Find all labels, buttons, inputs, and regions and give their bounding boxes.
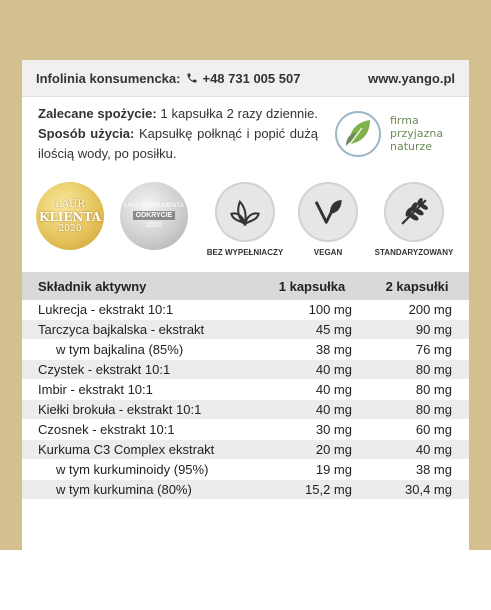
amount-one-capsule: 100 mg: [308, 302, 352, 317]
amount-two-capsules: 80 mg: [415, 382, 452, 397]
ingredient-name: Imbir - ekstrakt 10:1: [38, 382, 153, 397]
standardized-badge: [374, 182, 454, 257]
amount-two-capsules: 38 mg: [415, 462, 452, 477]
method-label: Sposób użycia:: [38, 126, 135, 141]
ingredient-name: Kurkuma C3 Complex ekstrakt: [38, 442, 215, 457]
frame-top: [0, 0, 491, 60]
table-row: [22, 380, 469, 400]
dose-label: Zalecane spożycie:: [38, 106, 157, 121]
table-header: [22, 272, 469, 300]
vegan-leaf-icon: [311, 195, 345, 229]
table-row: [22, 400, 469, 420]
amount-one-capsule: 20 mg: [315, 442, 352, 457]
vegan-label: VEGAN: [313, 248, 343, 257]
laur-konsumenta-line2: ODKRYCIE: [133, 211, 176, 220]
ingredient-name: w tym bajkalina (85%): [56, 342, 184, 357]
table-row: [22, 300, 469, 320]
amount-two-capsules: 40 mg: [415, 442, 452, 457]
laur-klienta-line2: KLIENTA: [38, 209, 102, 224]
eco-line-1: firma: [390, 114, 419, 127]
ingredient-name: Czystek - ekstrakt 10:1: [38, 362, 171, 377]
amount-one-capsule: 15,2 mg: [305, 482, 352, 497]
header-ingredient: Składnik aktywny: [38, 278, 147, 294]
badges-row: [22, 182, 469, 266]
table-row: [22, 480, 469, 500]
dose-text: 1 kapsułka 2 razy dziennie.: [160, 106, 319, 121]
table-row: [22, 440, 469, 460]
website-link[interactable]: www.yango.pl: [368, 70, 455, 86]
usage-instructions: [38, 104, 318, 164]
phone-number[interactable]: [186, 71, 300, 86]
eco-leaf-icon: [332, 108, 384, 160]
ingredient-name: w tym kurkumina (80%): [56, 482, 192, 497]
ingredient-name: w tym kurkuminoidy (95%): [56, 462, 209, 477]
no-fillers-badge: [206, 182, 284, 257]
frame-right: [469, 60, 491, 550]
eco-logo-text: [390, 114, 443, 153]
amount-one-capsule: 40 mg: [315, 402, 352, 417]
amount-two-capsules: 90 mg: [415, 322, 452, 337]
standardized-label: STANDARYZOWANY: [374, 248, 454, 257]
table-row: [22, 320, 469, 340]
amount-one-capsule: 45 mg: [315, 322, 352, 337]
phone-number-text: +48 731 005 507: [202, 70, 301, 86]
table-row: [22, 460, 469, 480]
header-one-capsule: 1 kapsułka: [278, 278, 346, 294]
amount-two-capsules: 200 mg: [408, 302, 452, 317]
ingredient-name: Lukrecja - ekstrakt 10:1: [38, 302, 174, 317]
ingredient-name: Tarczyca bajkalska - ekstrakt: [38, 322, 205, 337]
vegan-badge: [298, 182, 358, 257]
amount-two-capsules: 76 mg: [415, 342, 452, 357]
ingredient-name: Kiełki brokuła - ekstrakt 10:1: [38, 402, 202, 417]
ingredients-table: [22, 272, 469, 500]
amount-one-capsule: 40 mg: [315, 382, 352, 397]
laur-klienta-line1: LAUR: [55, 198, 85, 210]
table-row: [22, 360, 469, 380]
infoline-bar: [22, 60, 469, 97]
table-row: [22, 340, 469, 360]
phone-icon: [186, 72, 198, 84]
label-card: [22, 60, 469, 550]
laur-konsumenta-line1: LAUR KONSUMENTA: [124, 203, 184, 209]
eco-line-2: przyjazna: [390, 127, 444, 140]
leaf-pair-icon: [228, 195, 262, 229]
laur-klienta-line3: 2020: [58, 223, 82, 234]
laur-klienta-badge: [36, 182, 104, 250]
table-row: [22, 420, 469, 440]
amount-one-capsule: 30 mg: [315, 422, 352, 437]
laur-konsumenta-line3: 2020: [146, 222, 162, 229]
eco-line-3: naturze: [390, 140, 433, 153]
infoline-label: Infolinia konsumencka:: [36, 70, 181, 86]
amount-one-capsule: 40 mg: [315, 362, 352, 377]
amount-one-capsule: 19 mg: [315, 462, 352, 477]
frame-bottom: [0, 550, 491, 610]
amount-one-capsule: 38 mg: [315, 342, 352, 357]
method-text: Kapsułkę połknąć i popić dużą ilością wody, po posiłku.: [38, 126, 318, 161]
no-fillers-label: BEZ WYPEŁNIACZY: [206, 248, 284, 257]
amount-two-capsules: 80 mg: [415, 402, 452, 417]
amount-two-capsules: 80 mg: [415, 362, 452, 377]
amount-two-capsules: 60 mg: [415, 422, 452, 437]
table-body: [22, 300, 469, 500]
herb-branch-icon: [397, 195, 431, 229]
frame-left: [0, 60, 22, 550]
amount-two-capsules: 30,4 mg: [405, 482, 452, 497]
eco-logo: [332, 108, 462, 168]
header-two-capsules: 2 kapsułki: [385, 278, 449, 294]
laur-konsumenta-badge: [120, 182, 188, 250]
ingredient-name: Czosnek - ekstrakt 10:1: [38, 422, 175, 437]
